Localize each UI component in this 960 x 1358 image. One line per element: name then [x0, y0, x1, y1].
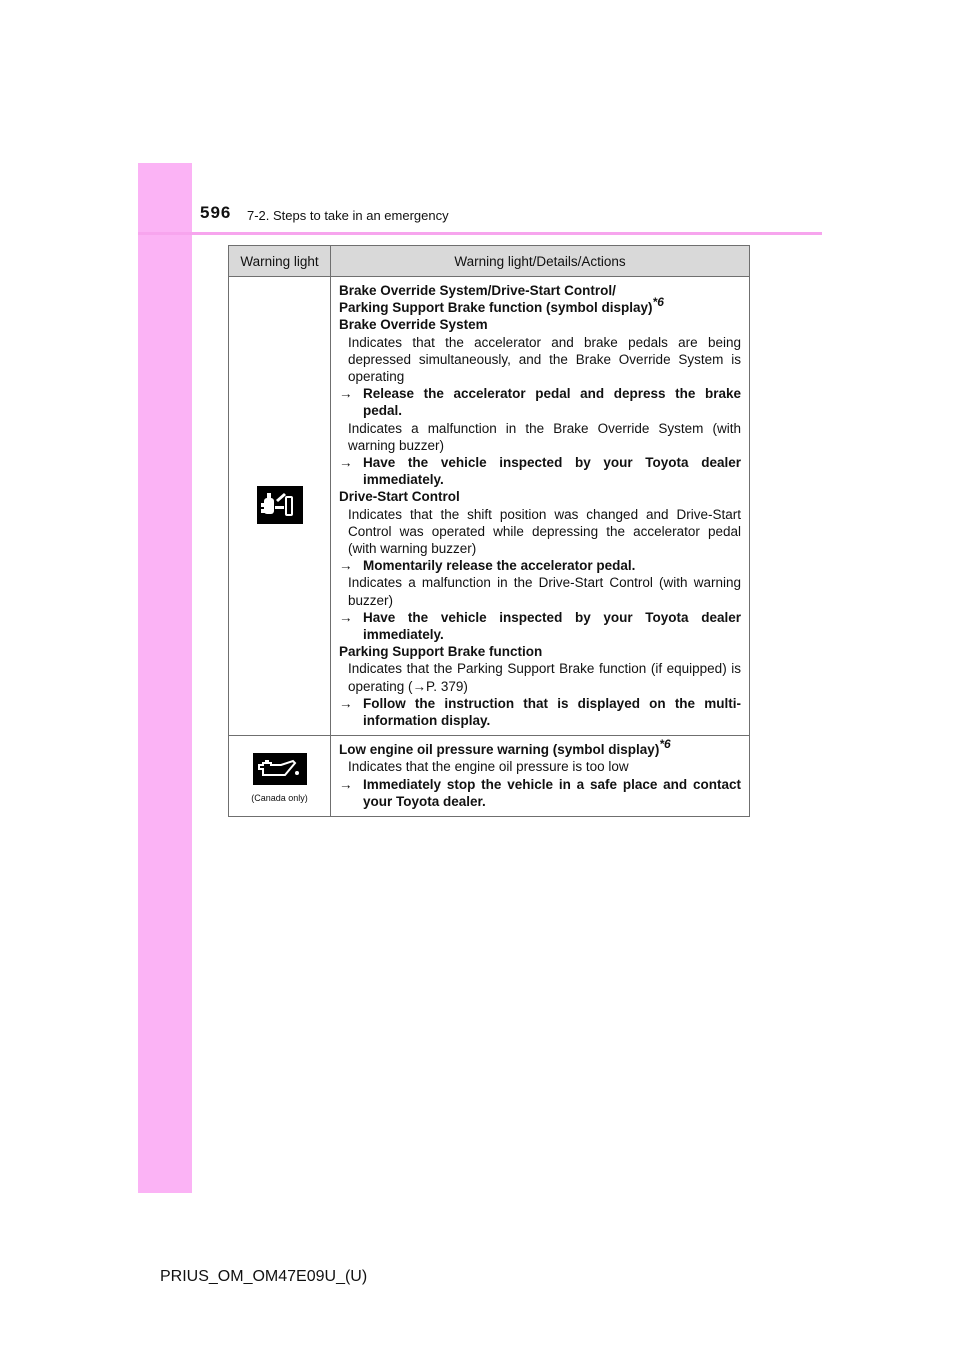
table-row [229, 736, 750, 817]
col-header-details: Warning light/Details/Actions [331, 246, 750, 277]
table-row [229, 277, 750, 736]
section-title: 7-2. Steps to take in an emergency [247, 208, 449, 223]
warning-light-cell [229, 277, 331, 736]
description: Indicates a malfunction in the Brake Override System (with warning buzzer) [348, 420, 741, 453]
warning-light-table [228, 245, 750, 817]
brake-override-icon [257, 486, 303, 524]
action-item: → Follow the instruction that is displayed on the multi-information display. [339, 695, 741, 729]
description: Indicates that the engine oil pressure is too low [348, 759, 629, 775]
row-title: Low engine oil pressure warning (symbol display)$^{*6}$ [339, 737, 671, 758]
footnote-marker: *6 [652, 295, 664, 310]
row-title-line2: Parking Support Brake function (symbol display)$^{*6}$ [339, 295, 664, 316]
footnote-marker: *6 [659, 737, 671, 752]
header-rule [138, 232, 822, 235]
action-item: → Have the vehicle inspected by your Toyota dealer immediately. [339, 609, 741, 643]
action-item: → Momentarily release the accelerator pedal. [339, 558, 636, 574]
arrow-icon: → [339, 386, 353, 402]
subheading: Drive-Start Control [339, 489, 460, 505]
arrow-icon: → [412, 678, 427, 694]
col-header-warning-light: Warning light [229, 246, 331, 277]
arrow-icon: → [339, 776, 353, 792]
arrow-icon: → [339, 695, 353, 711]
details-cell [331, 736, 750, 817]
oil-pressure-icon [253, 753, 307, 785]
description: Indicates a malfunction in the Drive-Start Control (with warning buzzer) [348, 575, 741, 608]
action-item: → Immediately stop the vehicle in a safe place and contact your Toyota dealer. [339, 776, 741, 809]
page-number: 596 [200, 203, 232, 222]
page-reference-link[interactable]: P. 379) [426, 678, 468, 694]
arrow-icon: → [339, 455, 353, 471]
action-item: → Release the accelerator pedal and depress the brake pedal. [339, 386, 741, 419]
subheading: Brake Override System [339, 317, 488, 333]
action-item: → Have the vehicle inspected by your Toyota dealer immediately. [339, 455, 741, 488]
warning-light-cell [229, 736, 331, 817]
side-tab-bar [138, 163, 192, 1193]
details-cell [331, 277, 750, 736]
subheading: Parking Support Brake function [339, 644, 543, 660]
row-title-line1: Brake Override System/Drive-Start Control/ [339, 283, 616, 298]
description: Indicates that the shift position was changed and Drive-Start Control was operated while depressing the accelerator pedal (with warning buzzer) [348, 506, 741, 557]
description: Indicates that the Parking Support Brake function (if equipped) is operating (→P. 379) [348, 661, 741, 694]
arrow-icon: → [339, 558, 353, 574]
table-header-row [229, 246, 750, 277]
document-code: PRIUS_OM_OM47E09U_(U) [160, 1268, 368, 1285]
arrow-icon: → [339, 609, 353, 625]
description: Indicates that the accelerator and brake pedals are being depressed simultaneously, and the Brake Override System is operating [348, 334, 741, 385]
canada-only-note: (Canada only) [251, 793, 308, 804]
